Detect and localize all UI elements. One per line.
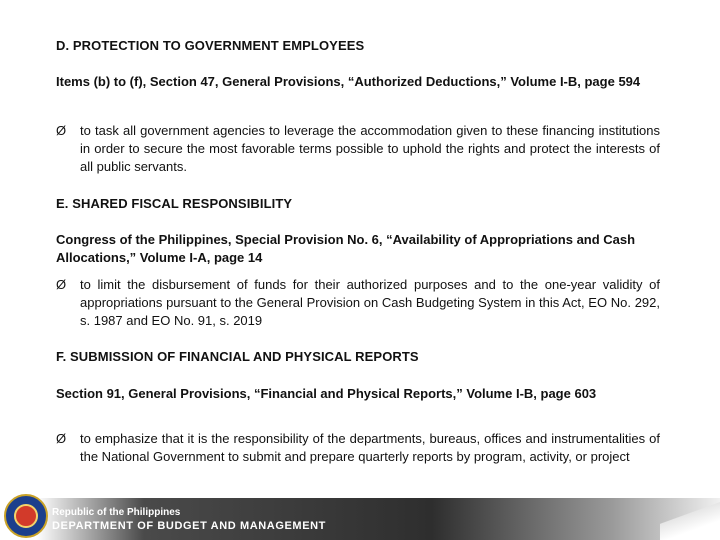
arrow-bullet-icon: Ø bbox=[56, 123, 67, 138]
section-f-reference: Section 91, General Provisions, “Financial and Physical Reports,” Volume I-B, page 603 bbox=[56, 386, 597, 401]
footer-republic-text: Republic of the Philippines bbox=[52, 507, 181, 518]
section-f-bullet bbox=[56, 430, 660, 466]
section-d-heading: D. PROTECTION TO GOVERNMENT EMPLOYEES bbox=[56, 38, 365, 53]
section-d-bullet bbox=[56, 122, 660, 176]
section-e-bullet-text: to limit the disbursement of funds for their authorized purposes and to the one-year validity of appropriations pursuant to the General Provision on Cash Budgeting System in this Act, EO No. 292, s. 1987 and EO No. 91, s. 2019 bbox=[80, 277, 660, 328]
section-e-reference: Congress of the Philippines, Special Provision No. 6, “Availability of Appropriations and Cash Allocations,” Volume I-A, page 14 bbox=[56, 232, 636, 265]
section-f-bullet-text: to emphasize that it is the responsibility of the departments, bureaus, offices and instrumentalities of the National Government to submit and prepare quarterly reports by program, activity, or project bbox=[80, 431, 660, 464]
section-d-bullet-text: to task all government agencies to leverage the accommodation given to these financing institutions in order to secure the most favorable terms possible to uphold the rights and protect the interests of all public servants. bbox=[80, 123, 660, 174]
section-d-reference: Items (b) to (f), Section 47, General Provisions, “Authorized Deductions,” Volume I-B, page 594 bbox=[56, 74, 641, 89]
footer-banner bbox=[0, 498, 720, 540]
footer-department-text: DEPARTMENT OF BUDGET AND MANAGEMENT bbox=[52, 520, 326, 532]
section-e-heading: E. SHARED FISCAL RESPONSIBILITY bbox=[56, 196, 293, 211]
seal-center bbox=[14, 504, 38, 528]
section-f-heading: F. SUBMISSION OF FINANCIAL AND PHYSICAL REPORTS bbox=[56, 349, 419, 364]
footer-wave bbox=[660, 498, 720, 540]
arrow-bullet-icon: Ø bbox=[56, 277, 67, 292]
dbm-seal-icon bbox=[4, 494, 48, 538]
footer-bar bbox=[0, 498, 720, 540]
section-e-bullet bbox=[56, 276, 660, 330]
arrow-bullet-icon: Ø bbox=[56, 431, 67, 446]
